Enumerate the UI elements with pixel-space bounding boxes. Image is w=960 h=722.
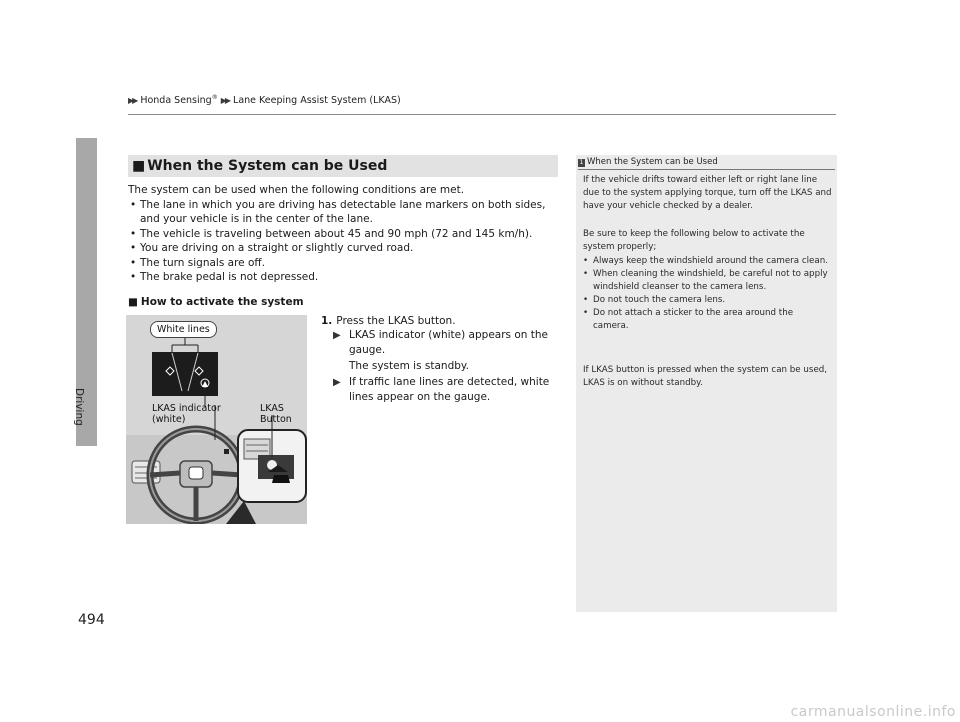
arrow-right-icon: ▶ xyxy=(333,377,341,388)
breadcrumb-lkas[interactable]: Lane Keeping Assist System (LKAS) xyxy=(233,95,401,107)
arrow-right-icon: ▶ xyxy=(333,330,341,341)
header-divider xyxy=(128,114,836,115)
note-paragraph: If the vehicle drifts toward either left or right lane line due to the system applying torque, turn off the LKAS and have your vehicle checked by a dealer. xyxy=(583,175,832,211)
note-divider xyxy=(578,169,835,170)
list-item: • When cleaning the windshield, be careful not to apply windshield cleanser to the camera lens. xyxy=(583,268,831,294)
callout-lkas-button xyxy=(260,403,292,425)
callout-lkas-indicator-text: LKAS indicator xyxy=(152,403,221,414)
callout-lkas-button-text: LKAS xyxy=(260,403,284,414)
list-item: • You are driving on a straight or slightly curved road. xyxy=(128,241,568,255)
callout-white-lines-text: White lines xyxy=(157,324,210,335)
step-result-text: LKAS indicator (white) appears on the gauge. xyxy=(349,329,548,356)
step-result-text: The system is standby. xyxy=(349,360,469,372)
page-number: 494 xyxy=(78,612,105,628)
note-title-text: When the System can be Used xyxy=(587,157,718,167)
reference-icon: 1 xyxy=(579,159,584,166)
section-title: When the System can be Used xyxy=(147,158,388,174)
dashboard-illustration xyxy=(126,315,307,524)
breadcrumb-honda-sensing[interactable]: Honda Sensing xyxy=(140,95,212,107)
watermark: carmanualsonline.info xyxy=(790,704,956,720)
step-1 xyxy=(321,314,456,328)
registered-mark: ® xyxy=(211,94,218,101)
breadcrumb xyxy=(128,94,401,106)
conditions-list xyxy=(128,198,568,285)
list-item: • Do not touch the camera lens. xyxy=(583,294,831,307)
section-heading xyxy=(128,155,558,177)
list-item: • The lane in which you are driving has detectable lane markers on both sides, and your vehicle is in the center of the lane. xyxy=(128,198,568,226)
note-paragraph: If LKAS button is pressed when the system can be used, LKAS is on without standby. xyxy=(583,365,828,388)
step-text: Press the LKAS button. xyxy=(336,315,456,327)
square-bullet-icon: ■ xyxy=(128,296,138,308)
note-paragraph: Be sure to keep the following below to activate the system properly; xyxy=(583,229,805,252)
square-bullet-icon: ■ xyxy=(132,158,146,174)
callout-lkas-indicator-text: (white) xyxy=(152,414,186,425)
list-item: • Always keep the windshield around the camera clean. xyxy=(583,255,831,268)
subheading-text: How to activate the system xyxy=(140,296,304,308)
double-arrow-icon: ▶▶ xyxy=(128,96,137,106)
list-item: • Do not attach a sticker to the area around the camera. xyxy=(583,307,831,333)
list-item: • The turn signals are off. xyxy=(128,256,568,270)
step-result xyxy=(333,375,561,405)
step-result xyxy=(333,359,561,374)
double-arrow-icon: ▶▶ xyxy=(220,96,230,106)
note-title xyxy=(578,157,718,167)
chapter-tab-label: Driving xyxy=(73,388,85,426)
callout-white-lines xyxy=(150,321,217,338)
subheading xyxy=(128,296,304,308)
list-item: • The brake pedal is not depressed. xyxy=(128,270,568,284)
step-result-text: If traffic lane lines are detected, white lines appear on the gauge. xyxy=(349,376,550,403)
step-number: 1. xyxy=(321,315,333,327)
step-result xyxy=(333,328,561,358)
callout-lkas-button-text: Button xyxy=(260,414,292,425)
callout-lkas-indicator xyxy=(152,403,221,425)
note-list xyxy=(583,255,831,333)
list-item: • The vehicle is traveling between about 45 and 90 mph (72 and 145 km/h). xyxy=(128,227,568,241)
intro-text: The system can be used when the following conditions are met. xyxy=(128,184,465,196)
